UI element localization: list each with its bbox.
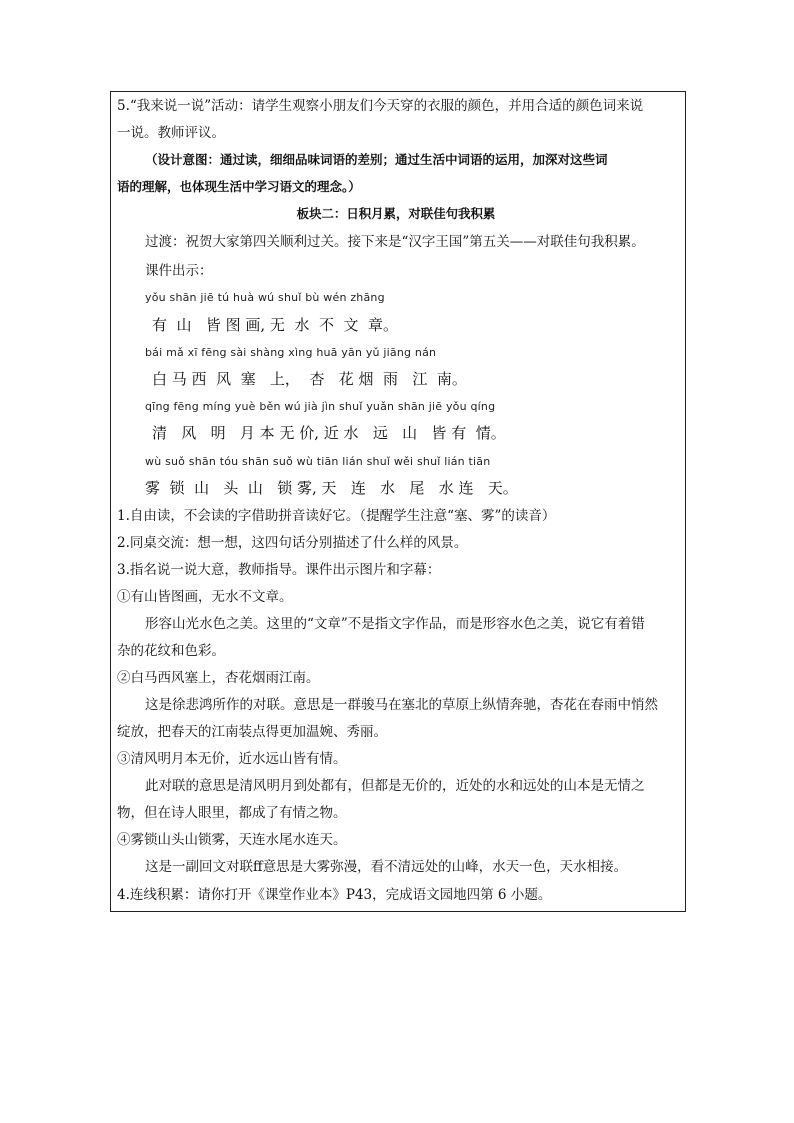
couplet-2-explain: 这是徐悲鸿所作的对联。意思是一群骏马在塞北的草原上纵情奔驰，杏花在春雨中悄然 — [145, 697, 658, 713]
couplet-1-explain: 形容山光水色之美。这里的“文章”不是指文字作品，而是形容水色之美，说它有着错 — [145, 616, 645, 632]
couplet-1-title: ①有山皆图画，无水不文章。 — [117, 589, 293, 605]
pinyin-line-1: yǒu shān jiē tú huà wú shuǐ bù wén zhāng — [145, 291, 385, 304]
activity-5-text-cont: 一说。教师评议。 — [117, 125, 225, 141]
section-title: 板块二：日积月累，对联佳句我积累 — [296, 206, 496, 221]
transition-text: 过渡：祝贺大家第四关顺利过关。接下来是“汉字王国”第五关——对联佳句我积累。 — [145, 234, 645, 250]
couplet-2-explain-cont: 绽放，把春天的江南装点得更加温婉、秀丽。 — [117, 724, 387, 740]
couplet-line-2: 白 马 西 风 塞 上， 杏 花 烟 雨 江 南。 — [152, 370, 467, 388]
couplet-3-title: ③清风明月本无价，近水远山皆有情。 — [117, 751, 347, 767]
activity-5-text: 5.“我来说一说”活动：请学生观察小朋友们今天穿的衣服的颜色，并用合适的颜色词来说 — [117, 98, 644, 114]
step-2: 2.同桌交流：想一想，这四句话分别描述了什么样的风景。 — [117, 535, 468, 551]
couplet-line-1: 有 山 皆 图 画, 无 水 不 文 章。 — [152, 316, 399, 334]
step-3: 3.指名说一说大意，教师指导。课件出示图片和字幕： — [117, 562, 441, 578]
design-intent: （设计意图：通过读，细细品味词语的差别；通过生活中词语的运用，加深对这些词 — [145, 152, 608, 167]
couplet-line-4: 雾 锁 山 头 山 锁 雾, 天 连 水 尾 水 连 天。 — [145, 479, 518, 497]
couplet-4-explain: 这是一副回文对联ff意思是大雾弥漫，看不清远处的山峰，水天一色，天水相接。 — [145, 859, 628, 875]
couplet-2-title: ②白马西风塞上，杏花烟雨江南。 — [117, 670, 320, 686]
pinyin-line-3: qīng fēng míng yuè běn wú jià jìn shuǐ yuǎn shān jiē yǒu qíng — [145, 400, 496, 413]
step-1: 1.自由读，不会读的字借助拼音读好它。（提醒学生注意“塞、雾”的读音） — [117, 508, 556, 524]
couplet-3-explain: 此对联的意思是清风明月到处都有，但都是无价的，近处的水和远处的山本是无情之 — [145, 778, 645, 794]
courseware-label: 课件出示： — [145, 263, 213, 279]
pinyin-line-2: bái mǎ xī fēng sài shàng xìng huā yān yǔ jiāng nán — [145, 346, 437, 359]
couplet-3-explain-cont: 物，但在诗人眼里，都成了有情之物。 — [117, 805, 347, 821]
couplet-1-explain-cont: 杂的花纹和色彩。 — [117, 643, 225, 659]
couplet-4-title: ④雾锁山头山锁雾，天连水尾水连天。 — [117, 832, 347, 848]
design-intent-cont: 语的理解，也体现生活中学习语文的理念。） — [117, 179, 361, 194]
couplet-line-3: 清 风 明 月 本 无 价, 近 水 远 山 皆 有 情。 — [152, 424, 506, 442]
pinyin-line-4: wù suǒ shān tóu shān suǒ wù tiān lián shuǐ wěi shuǐ lián tiān — [145, 455, 491, 468]
step-4: 4.连线积累：请你打开《课堂作业本》P43，完成语文园地四第 6 小题。 — [117, 887, 552, 903]
